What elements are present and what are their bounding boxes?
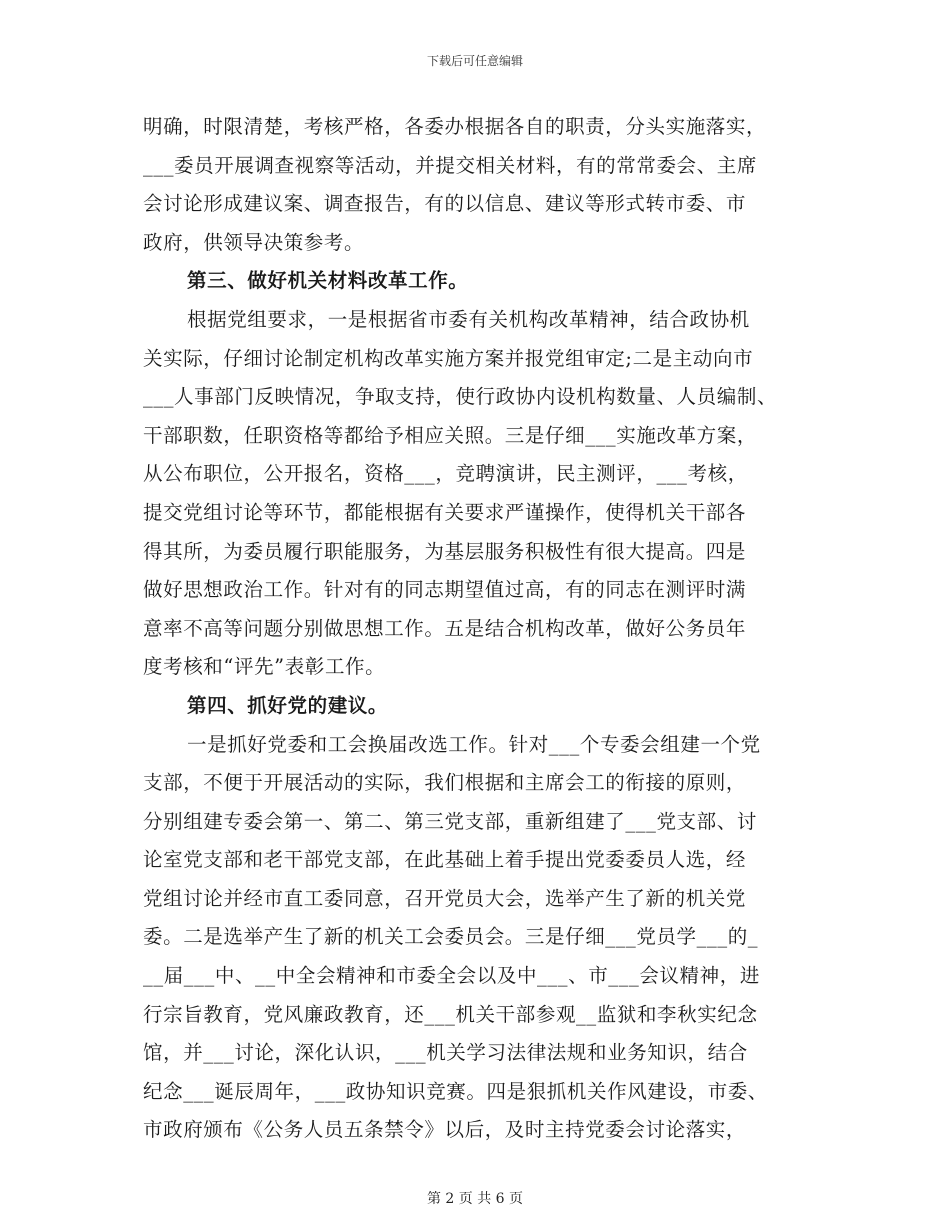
page-header: 下载后可任意编辑 bbox=[426, 54, 523, 68]
document-body bbox=[143, 108, 833, 1150]
text-line: 根据党组要求，一是根据省市委有关机构改革精神，结合政协机 bbox=[187, 307, 750, 331]
text-line: 论室党支部和老干部党支部，在此基础上着手提出党委委员人选，经 bbox=[143, 848, 747, 872]
text-line: 从公布职位，公开报名，资格___，竞聘演讲，民主测评，___考核， bbox=[143, 462, 748, 486]
text-line: 做好思想政治工作。针对有的同志期望值过高，有的同志在测评时满 bbox=[143, 578, 747, 602]
text-line: 支部，不便于开展活动的实际，我们根据和主席会工的衔接的原则， bbox=[143, 771, 747, 795]
text-line: 关实际，仔细讨论制定机构改革实施方案并报党组审定;二是主动向市 bbox=[143, 346, 754, 370]
text-line: 干部职数，任职资格等都给予相应关照。三是仔细___实施改革方案， bbox=[143, 423, 757, 447]
text-line: 馆，并___讨论，深化认识，___机关学习法律法规和业务知识，结合 bbox=[143, 1041, 748, 1065]
section-heading: 第四、抓好党的建议。 bbox=[187, 693, 389, 717]
text-line: 分别组建专委会第一、第二、第三党支部，重新组建了___党支部、讨 bbox=[143, 809, 757, 833]
text-line: 市政府颁布《公务人员五条禁令》以后，及时主持党委会讨论落实， bbox=[143, 1118, 747, 1142]
text-line: 会讨论形成建议案、调查报告，有的以信息、建议等形式转市委、市 bbox=[143, 192, 747, 216]
text-line: __届___中、__中全会精神和市委全会以及中___、市___会议精神，进 bbox=[143, 964, 760, 988]
section-heading: 第三、做好机关材料改革工作。 bbox=[187, 269, 469, 293]
text-line: 行宗旨教育，党风廉政教育，还___机关干部参观__监狱和李秋实纪念 bbox=[143, 1002, 758, 1026]
text-line: 得其所，为委员履行职能服务，为基层服务积极性有很大提高。四是 bbox=[143, 539, 747, 563]
text-line: 度考核和“评先”表彰工作。 bbox=[143, 655, 386, 679]
text-line: 一是抓好党委和工会换届改选工作。针对___个专委会组建一个党 bbox=[187, 732, 761, 756]
text-line: 委。二是选举产生了新的机关工会委员会。三是仔细___党员学___的_ bbox=[143, 925, 759, 949]
text-line: 意率不高等问题分别做思想工作。五是结合机构改革，做好公务员年 bbox=[143, 616, 747, 640]
text-line: 提交党组讨论等环节，都能根据有关要求严谨操作，使得机关干部各 bbox=[143, 500, 747, 524]
text-line: ___人事部门反映情况，争取支持，使行政协内设机构数量、人员编制、 bbox=[143, 385, 778, 409]
text-line: 明确，时限清楚，考核严格，各委办根据各自的职责，分头实施落实， bbox=[143, 115, 767, 138]
page-number: 第 2 页 共 6 页 bbox=[426, 1191, 524, 1207]
text-line: 党组讨论并经市直工委同意，召开党员大会，选举产生了新的机关党 bbox=[143, 886, 747, 910]
text-line: 政府，供领导决策参考。 bbox=[143, 230, 365, 254]
text-line: 纪念___诞辰周年，___政协知识竞赛。四是狠抓机关作风建设，市委、 bbox=[143, 1079, 768, 1103]
text-line: ___委员开展调查视察等活动，并提交相关材料，有的常常委会、主席 bbox=[143, 153, 757, 177]
